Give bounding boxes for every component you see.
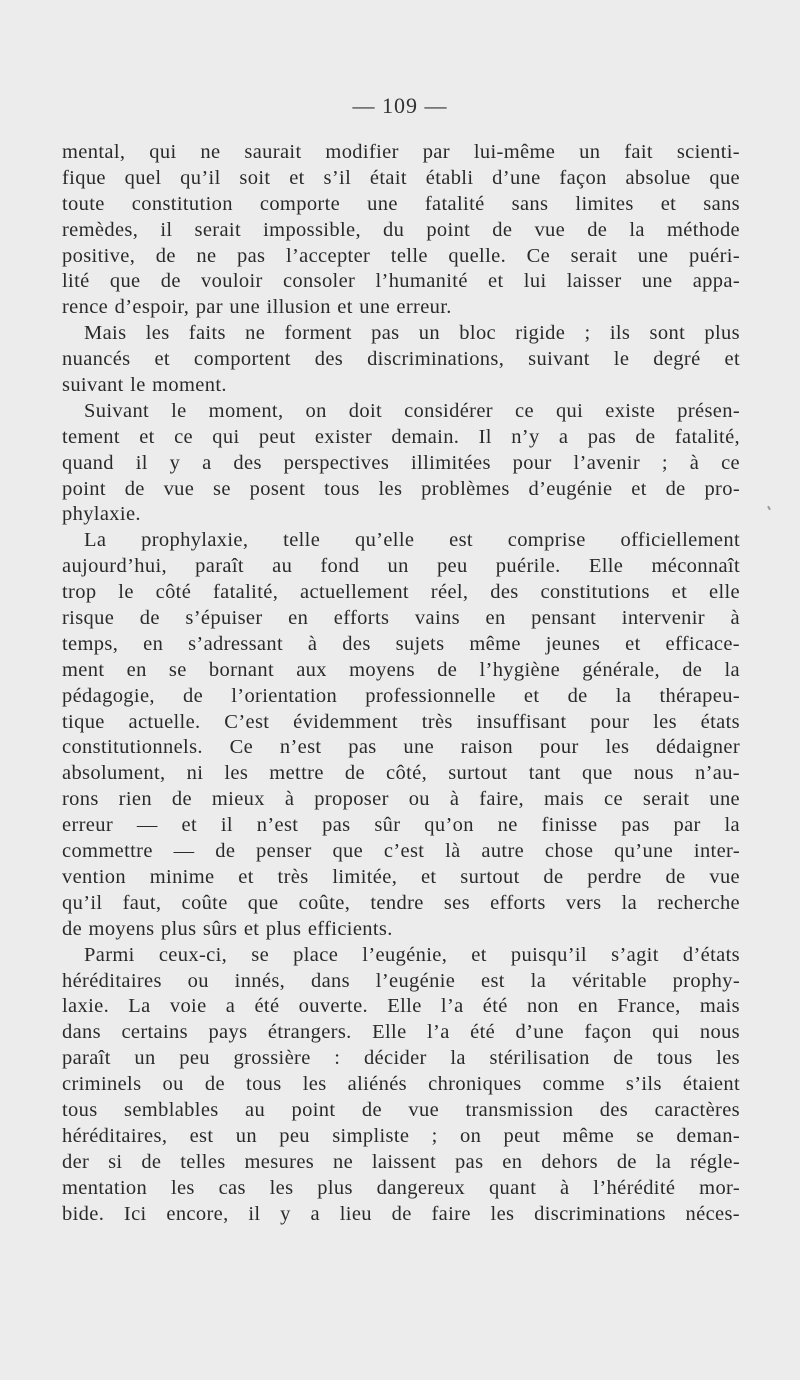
text-line: erreur — et il n’est pas sûr qu’on ne finisse pas par la: [62, 814, 740, 837]
text-line: der si de telles mesures ne laissent pas en dehors de la régle-: [62, 1150, 740, 1173]
text-line: Suivant le moment, on doit considérer ce qui existe présen-: [84, 399, 740, 422]
text-line: bide. Ici encore, il y a lieu de faire les discriminations néces-: [62, 1202, 740, 1225]
text-line: pédagogie, de l’orientation professionnelle et de la thérapeu-: [62, 684, 740, 707]
text-line: lité que de vouloir consoler l’humanité et lui laisser une appa-: [62, 270, 740, 293]
text-line: vention minime et très limitée, et surtout de perdre de vue: [62, 865, 740, 888]
text-line: mentation les cas les plus dangereux quant à l’hérédité mor-: [62, 1176, 740, 1199]
page-number: — 109 —: [352, 93, 448, 118]
text-line: mental, qui ne saurait modifier par lui-même un fait scienti-: [62, 141, 740, 163]
text-line: rence d’espoir, par une illusion et une erreur.: [62, 296, 452, 319]
text-line: paraît un peu grossière : décider la stérilisation de tous les: [62, 1047, 740, 1070]
paragraph: [62, 140, 740, 321]
paragraph: [62, 399, 740, 528]
body-text: [62, 140, 740, 1227]
text-line: aujourd’hui, paraît au fond un peu puérile. Elle méconnaît: [62, 555, 740, 578]
text-line: La prophylaxie, telle qu’elle est comprise officiellement: [84, 529, 740, 552]
text-line: remèdes, il serait impossible, du point de vue de la méthode: [62, 218, 740, 241]
text-line: risque de s’épuiser en efforts vains en pensant intervenir à: [62, 607, 740, 630]
text-line: Parmi ceux-ci, se place l’eugénie, et puisqu’il s’agit d’états: [84, 943, 740, 966]
text-line: rons rien de mieux à proposer ou à faire, mais ce serait une: [62, 788, 740, 811]
text-line: tous semblables au point de vue transmission des caractères: [62, 1098, 740, 1121]
paragraph: [62, 528, 740, 942]
text-line: fique quel qu’il soit et s’il était établi d’une façon absolue que: [62, 166, 740, 189]
text-line: tique actuelle. C’est évidemment très insuffisant pour les états: [62, 710, 740, 733]
text-line: quand il y a des perspectives illimitées pour l’avenir ; à ce: [62, 451, 740, 474]
text-line: de moyens plus sûrs et plus efficients.: [62, 917, 393, 940]
text-line: tement et ce qui peut exister demain. Il n’y a pas de fatalité,: [62, 425, 740, 448]
text-line: qu’il faut, coûte que coûte, tendre ses efforts vers la recherche: [62, 891, 740, 914]
text-line: Mais les faits ne forment pas un bloc rigide ; ils sont plus: [84, 322, 740, 345]
text-line: toute constitution comporte une fatalité sans limites et sans: [62, 192, 740, 215]
text-line: constitutionnels. Ce n’est pas une raison pour les dédaigner: [62, 736, 740, 759]
text-line: absolument, ni les mettre de côté, surtout tant que nous n’au-: [62, 762, 740, 785]
text-line: criminels ou de tous les aliénés chroniques comme s’ils étaient: [62, 1073, 740, 1096]
text-line: nuancés et comportent des discriminations, suivant le degré et: [62, 348, 740, 371]
text-line: héréditaires ou innés, dans l’eugénie est la véritable prophy-: [62, 969, 740, 992]
text-line: phylaxie.: [62, 503, 141, 526]
text-line: ment en se bornant aux moyens de l’hygiène générale, de la: [62, 658, 740, 681]
text-line: temps, en s’adressant à des sujets même jeunes et efficace-: [62, 632, 740, 655]
paper-speck: [767, 506, 771, 510]
text-line: dans certains pays étrangers. Elle l’a été d’une façon qui nous: [62, 1021, 740, 1044]
text-line: laxie. La voie a été ouverte. Elle l’a été non en France, mais: [62, 995, 740, 1018]
paragraph: [62, 943, 740, 1228]
text-line: positive, de ne pas l’accepter telle quelle. Ce serait une puéri-: [62, 244, 740, 267]
text-line: suivant le moment.: [62, 374, 227, 397]
text-line: point de vue se posent tous les problèmes d’eugénie et de pro-: [62, 477, 740, 500]
text-line: commettre — de penser que c’est là autre chose qu’une inter-: [62, 840, 740, 863]
text-line: héréditaires, est un peu simpliste ; on peut même se deman-: [62, 1124, 740, 1147]
paragraph: [62, 321, 740, 399]
text-line: trop le côté fatalité, actuellement réel, des constitutions et elle: [62, 581, 740, 604]
